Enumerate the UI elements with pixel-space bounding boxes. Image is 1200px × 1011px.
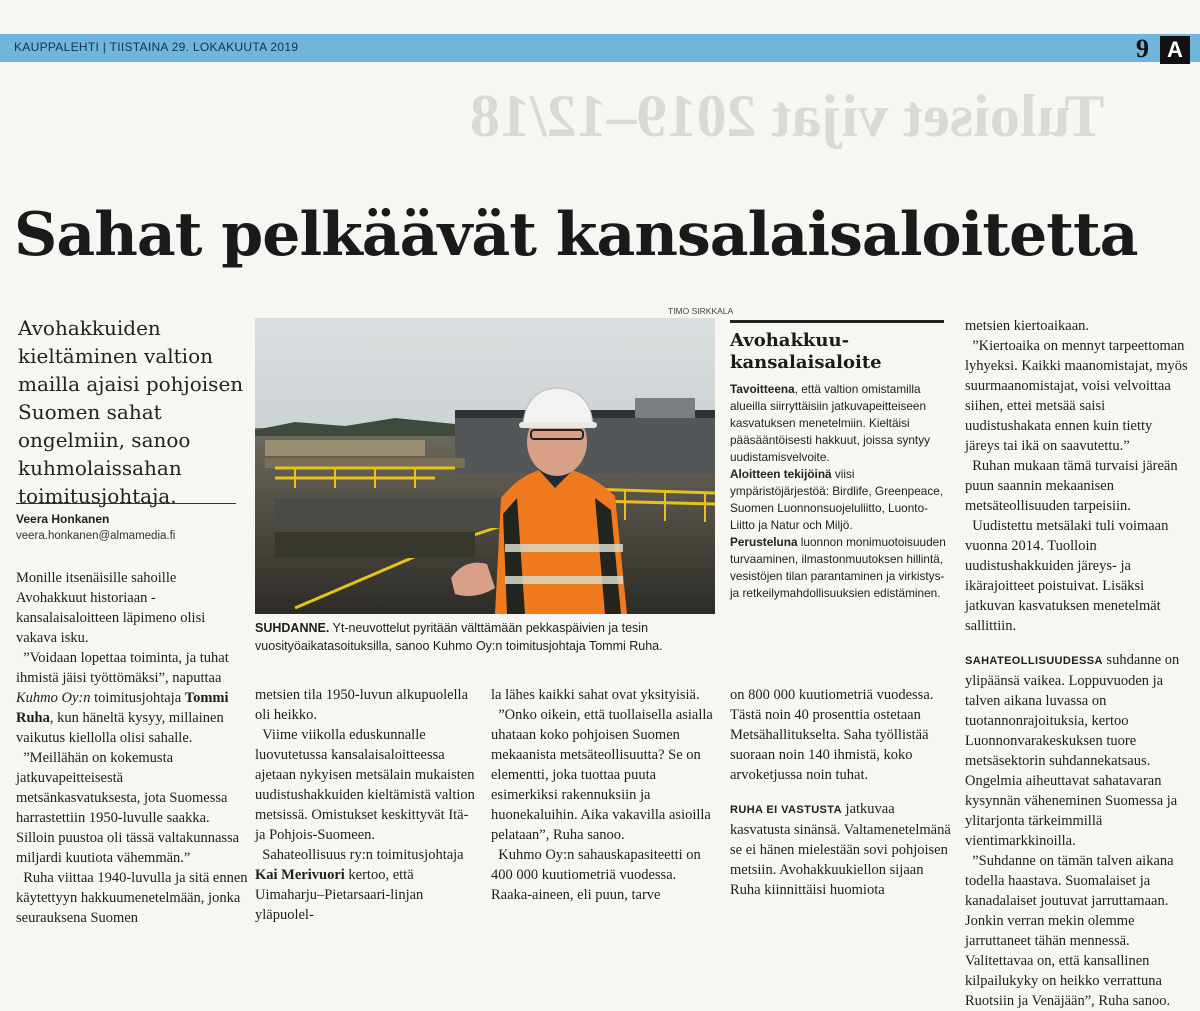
headline: Sahat pelkäävät kansalaisaloitetta [14, 200, 1138, 270]
paragraph: ”Onko oikein, että tuollaisella asialla uhataan koko pohjoisen Suomen mekaanista metsäteollisuutta? Se on elementti, joka tuottaa puuta esimerkiksi rakennuksiin ja huonekaluihin. Aika vakavilla asioilla pelataan”, Ruha sanoo. [491, 707, 713, 843]
show-through-text [470, 82, 1200, 152]
body-column-3 [491, 685, 715, 905]
body-column-5 [965, 316, 1190, 1011]
factbox-item: Aloitteen tekijöinä viisi ympäristöjärjestöä: Birdlife, Greenpeace, Suomen Luonnonsuojeluliitto, Luonto-Liitto ja Natur och Miljö. [730, 467, 944, 532]
paragraph: ”Suhdanne on tämän talven aikana todella haastava. Suomalaiset ja kanadalaiset joutuvat jarruttamaan. Jonkin verran mekin olemme jarruttaneet tähän mennessä. Valitettavaa on, että kansallinen kilpailukyky on heikko verrattuna Ruotsiin ja Venäjään”, Ruha sanoo. [965, 853, 1174, 1009]
paragraph: ”Kiertoaika on mennyt tarpeettoman lyhyeksi. Kaikki maanomistajat, myös suurmaanomistajat, voisi velvoittaa siihen, ettei metsää saisi uudistushakata ennen kuin tietty järeys tai ikä on saavutettu.” [965, 338, 1188, 454]
paragraph: ”Meillähän on kokemusta jatkuvapeitteisestä metsänkasvatuksesta, jota Suomessa harrastettiin 1950-luvulle saakka. Silloin puustoa oli tässä valtakunnassa miljardi kuutiota vähemmän.” [16, 750, 240, 866]
factbox-item: Tavoitteena, että valtion omistamilla alueilla siirryttäisiin jatkuvapeitteiseen kasvatuksen menetelmiin. Kieltäisi pääsääntöisesti hakkuut, joissa syntyy uudistamisvelvoite. [730, 382, 930, 464]
photo-caption: SUHDANNE. Yt-neuvottelut pyritään välttämään pekkaspäivien ja tesin vuosityöaikatasoituksilla, sanoo Kuhmo Oy:n toimitusjohtaja Tommi Ruha. [255, 621, 663, 653]
body-column-2 [255, 685, 479, 925]
paragraph: SAHATEOLLISUUDESSA suhdanne on ylipäänsä vaikea. Loppuvuoden ja talven aikana luvassa on tuotannonrajoituksia, kertoo Luonnonvarakeskuksen tuore metsäsektorin suhdannekatsaus. Ongelmia aiheuttavat sahatavaran kysynnän väheneminen Suomessa ja ylitarjonta tärkeimmillä vientimarkkinoilla. [965, 652, 1180, 849]
body-column-1 [16, 568, 248, 928]
paragraph: Ruha viittaa 1940-luvulla ja sitä ennen käytettyyn hakkuumenetelmään, jonka seurauksena Suomen [16, 870, 248, 926]
factbox-body [730, 381, 950, 602]
body-column-4 [730, 685, 954, 900]
masthead-text: KAUPPALEHTI | TIISTAINA 29. LOKAKUUTA 2019 [14, 40, 299, 54]
subheading: RUHA EI VASTUSTA [730, 804, 842, 816]
show-through-label: Tuloiset vijat 2019–12/18 [470, 83, 1105, 149]
page-number: 9 [1136, 34, 1149, 63]
lead-paragraph: Avohakkuiden kieltäminen valtion mailla ajaisi pohjoisen Suomen sahat ongelmiin, sanoo kuhmolaissahan toimitusjohtaja. [18, 316, 244, 508]
paragraph: metsien tila 1950-luvun alkupuolella oli heikko. [255, 687, 469, 723]
factbox-title: Avohakkuu-kansalaisaloite [730, 330, 882, 373]
sawmill-photo [255, 318, 715, 614]
paragraph: metsien kiertoaikaan. [965, 318, 1090, 334]
paragraph: Viime viikolla eduskunnalle luovutetussa kansalaisaloitteessa ajetaan nykyisen metsälain mukaisten uudistushakkuiden kieltämistä valtion metsissä. Omistukset keskittyvät Itä- ja Pohjois-Suomeen. [255, 727, 475, 843]
paragraph: ”Voidaan lopettaa toiminta, ja tuhat ihmistä jäisi työttömäksi”, naputtaa Kuhmo Oy:n toimitusjohtaja Tommi Ruha, kun häneltä kysyy, millainen vaikutus kiellolla olisi sahalle. [16, 650, 229, 746]
subheading: SAHATEOLLISUUDESSA [965, 655, 1103, 667]
section-badge: A [1160, 36, 1190, 64]
author-email[interactable]: veera.honkanen@almamedia.fi [16, 530, 176, 542]
paragraph: RUHA EI VASTUSTA jatkuvaa kasvatusta sinänsä. Valtamenetelmänä se ei hänen mielestään sovi pohjoisen metsiin. Avohakkuukiellon sijaan Ruha kiinnittäisi huomiota [730, 801, 951, 898]
paragraph: on 800 000 kuutiometriä vuodessa. Tästä noin 40 prosenttia ostetaan Metsähallitukselta. Saha työllistää suoraan noin 140 ihmistä, koko arvoketjussa noin tuhat. [730, 687, 934, 783]
paragraph: Monille itsenäisille sahoille Avohakkuut historiaan -kansalaisaloitteen läpimeno olisi vakava isku. [16, 570, 206, 646]
author-name: Veera Honkanen [16, 512, 110, 526]
factbox-rule [730, 320, 944, 323]
byline-rule [16, 503, 236, 504]
paragraph: la lähes kaikki sahat ovat yksityisiä. [491, 687, 700, 703]
paragraph: Sahateollisuus ry:n toimitusjohtaja Kai Merivuori kertoo, että Uimaharju–Pietarsaari-linjan yläpuolel- [255, 847, 464, 923]
factbox-item: Perusteluna luonnon monimuotoisuuden turvaaminen, ilmastonmuutoksen hillintä, vesistöjen tilan parantaminen ja virkistys- ja retkeilymahdollisuuksien edistäminen. [730, 535, 946, 600]
article-photo [255, 318, 715, 614]
photo-credit: TIMO SIRKKALA [668, 306, 734, 316]
paragraph: Kuhmo Oy:n sahauskapasiteetti on 400 000 kuutiometriä vuodessa. Raaka-aineen, eli puun, tarve [491, 847, 701, 903]
paragraph: Ruhan mukaan tämä turvaisi järeän puun saannin mekaanisen metsäteollisuuden tarpeisiin. [965, 458, 1178, 514]
paragraph: Uudistettu metsälaki tuli voimaan vuonna 2014. Tuolloin uudistushakkuiden järeys- ja ikärajoitteet poistuivat. Lisäksi jatkuvan kasvatuksen menetelmät sallittiin. [965, 518, 1169, 634]
